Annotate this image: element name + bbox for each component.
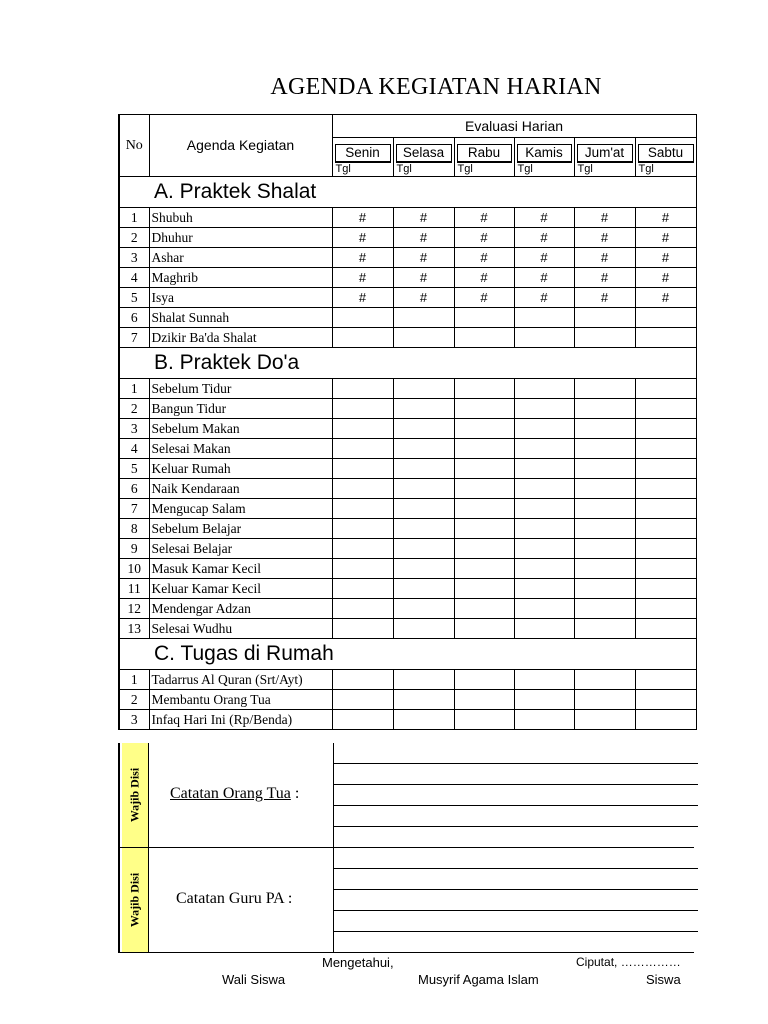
evaluation-cell[interactable] — [332, 459, 393, 479]
evaluation-cell[interactable] — [332, 710, 393, 730]
evaluation-cell[interactable] — [514, 479, 574, 499]
activity-name: Maghrib — [149, 268, 332, 288]
evaluation-cell[interactable] — [393, 559, 454, 579]
evaluation-cell[interactable]: # — [332, 208, 393, 228]
evaluation-cell[interactable] — [514, 559, 574, 579]
evaluation-cell[interactable] — [454, 499, 514, 519]
table-row — [119, 248, 696, 268]
evaluation-cell[interactable] — [454, 710, 514, 730]
evaluation-cell[interactable] — [332, 690, 393, 710]
evaluation-cell[interactable]: # — [635, 248, 696, 268]
evaluation-cell[interactable] — [635, 459, 696, 479]
evaluation-cell[interactable] — [574, 690, 635, 710]
tgl-field[interactable]: Tgl — [638, 162, 694, 176]
day-header-cell — [514, 138, 574, 177]
evaluation-cell[interactable] — [514, 579, 574, 599]
table-row — [119, 519, 696, 539]
activity-name: Naik Kendaraan — [149, 479, 332, 499]
activity-name: Sebelum Tidur — [149, 379, 332, 399]
activity-name: Masuk Kamar Kecil — [149, 559, 332, 579]
evaluation-cell[interactable]: # — [332, 228, 393, 248]
evaluation-cell[interactable] — [514, 710, 574, 730]
evaluation-cell[interactable] — [393, 328, 454, 348]
evaluation-cell[interactable] — [635, 710, 696, 730]
activity-name: Shalat Sunnah — [149, 308, 332, 328]
evaluation-cell[interactable] — [635, 519, 696, 539]
evaluation-cell[interactable] — [332, 559, 393, 579]
row-number: 5 — [119, 459, 149, 479]
evaluation-cell[interactable]: # — [393, 248, 454, 268]
row-number: 4 — [119, 268, 149, 288]
evaluation-cell[interactable] — [574, 379, 635, 399]
activity-name: Selesai Makan — [149, 439, 332, 459]
evaluation-cell[interactable] — [514, 459, 574, 479]
evaluation-cell[interactable] — [635, 539, 696, 559]
section-title: B. Praktek Do'a — [119, 348, 696, 379]
evaluation-cell[interactable] — [574, 670, 635, 690]
activity-name: Mengucap Salam — [149, 499, 332, 519]
evaluation-cell[interactable]: # — [332, 288, 393, 308]
note-label: Catatan Guru PA : — [176, 890, 293, 907]
activity-name: Sebelum Makan — [149, 419, 332, 439]
row-number: 9 — [119, 539, 149, 559]
day-name: Jum'at — [577, 144, 633, 162]
activity-name: Tadarrus Al Quran (Srt/Ayt) — [149, 670, 332, 690]
note-lines[interactable] — [333, 743, 698, 847]
evaluation-cell[interactable]: # — [574, 208, 635, 228]
evaluation-cell[interactable] — [332, 670, 393, 690]
evaluation-cell[interactable] — [635, 308, 696, 328]
row-number: 11 — [119, 579, 149, 599]
day-name: Rabu — [457, 144, 512, 162]
evaluation-cell[interactable]: # — [332, 248, 393, 268]
evaluation-cell[interactable] — [635, 439, 696, 459]
day-header-cell — [332, 138, 393, 177]
evaluation-cell[interactable] — [454, 479, 514, 499]
evaluation-cell[interactable] — [514, 499, 574, 519]
table-row — [119, 419, 696, 439]
table-row — [119, 579, 696, 599]
tgl-field[interactable]: Tgl — [396, 162, 452, 176]
evaluation-cell[interactable] — [514, 419, 574, 439]
activity-name: Keluar Rumah — [149, 459, 332, 479]
section-header-row — [119, 348, 696, 379]
table-row — [119, 399, 696, 419]
evaluation-cell[interactable] — [332, 399, 393, 419]
evaluation-cell[interactable] — [635, 599, 696, 619]
evaluation-cell[interactable] — [514, 439, 574, 459]
evaluation-cell[interactable] — [635, 559, 696, 579]
section-header-row — [119, 177, 696, 208]
row-number: 3 — [119, 710, 149, 730]
evaluation-cell[interactable]: # — [454, 288, 514, 308]
evaluation-cell[interactable]: # — [393, 288, 454, 308]
evaluation-cell[interactable]: # — [514, 268, 574, 288]
table-row — [119, 228, 696, 248]
evaluation-cell[interactable]: # — [635, 208, 696, 228]
evaluation-cell[interactable] — [393, 379, 454, 399]
evaluation-cell[interactable] — [393, 539, 454, 559]
table-row — [119, 208, 696, 228]
evaluation-cell[interactable] — [574, 328, 635, 348]
wajib-disi-label: Wajib Disi — [122, 848, 149, 952]
activity-name: Bangun Tidur — [149, 399, 332, 419]
evaluation-cell[interactable] — [574, 579, 635, 599]
evaluation-cell[interactable] — [635, 379, 696, 399]
evaluation-cell[interactable] — [393, 579, 454, 599]
evaluation-cell[interactable]: # — [514, 288, 574, 308]
note-orang-tua — [118, 743, 694, 848]
evaluation-cell[interactable]: # — [574, 268, 635, 288]
notes-area — [118, 743, 694, 953]
table-row — [119, 328, 696, 348]
evaluation-cell[interactable] — [332, 579, 393, 599]
evaluation-cell[interactable] — [635, 419, 696, 439]
evaluation-cell[interactable] — [574, 599, 635, 619]
activity-name: Shubuh — [149, 208, 332, 228]
section-title: A. Praktek Shalat — [119, 177, 696, 208]
evaluation-cell[interactable]: # — [454, 228, 514, 248]
evaluation-cell[interactable] — [393, 690, 454, 710]
evaluation-cell[interactable] — [574, 399, 635, 419]
evaluation-cell[interactable] — [635, 399, 696, 419]
evaluation-cell[interactable] — [454, 619, 514, 639]
tgl-field[interactable]: Tgl — [517, 162, 572, 176]
day-name: Selasa — [396, 144, 452, 162]
evaluation-cell[interactable]: # — [514, 208, 574, 228]
mengetahui-text: Mengetahui, — [322, 955, 394, 970]
evaluation-cell[interactable] — [514, 670, 574, 690]
evaluation-cell[interactable] — [514, 519, 574, 539]
row-number: 1 — [119, 208, 149, 228]
evaluation-cell[interactable] — [574, 559, 635, 579]
evaluation-cell[interactable] — [332, 619, 393, 639]
evaluation-cell[interactable] — [574, 419, 635, 439]
note-guru-pa — [118, 848, 694, 953]
row-number: 12 — [119, 599, 149, 619]
evaluation-cell[interactable] — [574, 479, 635, 499]
evaluation-cell[interactable] — [454, 579, 514, 599]
day-header-cell — [635, 138, 696, 177]
day-name: Kamis — [517, 144, 572, 162]
activity-name: Keluar Kamar Kecil — [149, 579, 332, 599]
wajib-disi-label: Wajib Disi — [122, 743, 149, 847]
evaluation-cell[interactable] — [514, 379, 574, 399]
evaluation-cell[interactable] — [393, 670, 454, 690]
evaluation-cell[interactable] — [514, 539, 574, 559]
evaluation-cell[interactable]: # — [514, 248, 574, 268]
evaluation-cell[interactable]: # — [635, 268, 696, 288]
evaluation-cell[interactable] — [332, 479, 393, 499]
evaluation-cell[interactable] — [454, 308, 514, 328]
row-number: 1 — [119, 670, 149, 690]
evaluation-cell[interactable]: # — [574, 228, 635, 248]
activity-name: Sebelum Belajar — [149, 519, 332, 539]
row-number: 5 — [119, 288, 149, 308]
table-row — [119, 308, 696, 328]
table-row — [119, 599, 696, 619]
evaluation-cell[interactable]: # — [332, 268, 393, 288]
evaluation-cell[interactable] — [393, 308, 454, 328]
evaluation-cell[interactable] — [635, 579, 696, 599]
evaluation-cell[interactable] — [393, 399, 454, 419]
evaluation-cell[interactable] — [454, 670, 514, 690]
table-row — [119, 559, 696, 579]
activity-name: Membantu Orang Tua — [149, 690, 332, 710]
evaluation-cell[interactable] — [454, 559, 514, 579]
evaluation-cell[interactable] — [635, 619, 696, 639]
evaluation-cell[interactable] — [574, 459, 635, 479]
evaluation-cell[interactable]: # — [635, 288, 696, 308]
evaluation-cell[interactable] — [454, 690, 514, 710]
evaluation-cell[interactable] — [393, 479, 454, 499]
evaluation-cell[interactable] — [393, 519, 454, 539]
row-number: 3 — [119, 419, 149, 439]
evaluation-cell[interactable] — [393, 599, 454, 619]
evaluation-cell[interactable] — [332, 539, 393, 559]
table-row — [119, 710, 696, 730]
row-number: 6 — [119, 308, 149, 328]
evaluation-cell[interactable]: # — [393, 228, 454, 248]
table-row — [119, 499, 696, 519]
evaluation-cell[interactable] — [454, 519, 514, 539]
evaluation-cell[interactable] — [332, 519, 393, 539]
row-number: 2 — [119, 399, 149, 419]
evaluation-cell[interactable] — [574, 619, 635, 639]
evaluation-cell[interactable] — [393, 619, 454, 639]
row-number: 10 — [119, 559, 149, 579]
row-number: 2 — [119, 228, 149, 248]
evaluation-cell[interactable] — [514, 308, 574, 328]
evaluation-cell[interactable] — [574, 539, 635, 559]
evaluation-cell[interactable] — [574, 710, 635, 730]
evaluation-cell[interactable] — [332, 439, 393, 459]
table-row — [119, 539, 696, 559]
evaluation-cell[interactable] — [514, 690, 574, 710]
note-lines[interactable] — [333, 848, 698, 952]
table-row — [119, 479, 696, 499]
table-row — [119, 690, 696, 710]
activity-name: Isya — [149, 288, 332, 308]
table-row — [119, 439, 696, 459]
wali-siswa-label: Wali Siswa — [222, 972, 286, 987]
evaluation-cell[interactable] — [332, 419, 393, 439]
evaluation-cell[interactable] — [514, 399, 574, 419]
evaluation-cell[interactable] — [635, 670, 696, 690]
evaluation-cell[interactable]: # — [635, 228, 696, 248]
activity-name: Ashar — [149, 248, 332, 268]
page-title: AGENDA KEGIATAN HARIAN — [270, 74, 602, 100]
evaluation-cell[interactable] — [332, 499, 393, 519]
evaluation-cell[interactable] — [393, 459, 454, 479]
evaluation-cell[interactable] — [514, 328, 574, 348]
row-number: 6 — [119, 479, 149, 499]
agenda-table-container — [118, 114, 694, 730]
evaluation-cell[interactable] — [393, 499, 454, 519]
activity-name: Dhuhur — [149, 228, 332, 248]
agenda-table — [118, 114, 697, 730]
evaluation-cell[interactable] — [514, 619, 574, 639]
evaluation-cell[interactable] — [454, 419, 514, 439]
evaluation-cell[interactable]: # — [393, 208, 454, 228]
evaluation-cell[interactable]: # — [454, 248, 514, 268]
evaluasi-header: Evaluasi Harian — [332, 115, 696, 138]
musyrif-label: Musyrif Agama Islam — [418, 972, 539, 987]
table-row — [119, 670, 696, 690]
activity-name: Selesai Wudhu — [149, 619, 332, 639]
evaluation-cell[interactable] — [635, 328, 696, 348]
no-header: No — [119, 115, 149, 177]
evaluation-cell[interactable] — [454, 439, 514, 459]
activity-name: Dzikir Ba'da Shalat — [149, 328, 332, 348]
section-title: C. Tugas di Rumah — [119, 639, 696, 670]
note-label: Catatan Orang Tua : — [170, 785, 300, 802]
evaluation-cell[interactable] — [635, 690, 696, 710]
evaluation-cell[interactable]: # — [454, 208, 514, 228]
day-name: Sabtu — [638, 144, 694, 162]
evaluation-cell[interactable] — [574, 519, 635, 539]
evaluation-cell[interactable]: # — [574, 248, 635, 268]
evaluation-cell[interactable] — [332, 379, 393, 399]
table-row — [119, 268, 696, 288]
evaluation-cell[interactable] — [574, 499, 635, 519]
tgl-field[interactable]: Tgl — [577, 162, 633, 176]
header-row-top — [119, 115, 696, 138]
evaluation-cell[interactable] — [393, 710, 454, 730]
activity-name: Mendengar Adzan — [149, 599, 332, 619]
day-header-cell — [454, 138, 514, 177]
row-number: 8 — [119, 519, 149, 539]
row-number: 7 — [119, 499, 149, 519]
row-number: 4 — [119, 439, 149, 459]
evaluation-cell[interactable] — [454, 539, 514, 559]
evaluation-cell[interactable] — [454, 599, 514, 619]
evaluation-cell[interactable] — [393, 439, 454, 459]
agenda-header: Agenda Kegiatan — [149, 115, 332, 177]
activity-name: Selesai Belajar — [149, 539, 332, 559]
evaluation-cell[interactable] — [635, 499, 696, 519]
section-header-row — [119, 639, 696, 670]
evaluation-cell[interactable]: # — [574, 288, 635, 308]
evaluation-cell[interactable]: # — [514, 228, 574, 248]
row-number: 13 — [119, 619, 149, 639]
day-name: Senin — [335, 144, 391, 162]
evaluation-cell[interactable] — [332, 308, 393, 328]
evaluation-cell[interactable] — [635, 479, 696, 499]
table-row — [119, 288, 696, 308]
evaluation-cell[interactable]: # — [454, 268, 514, 288]
evaluation-cell[interactable] — [514, 599, 574, 619]
table-row — [119, 459, 696, 479]
evaluation-cell[interactable] — [454, 459, 514, 479]
evaluation-cell[interactable] — [574, 439, 635, 459]
table-row — [119, 619, 696, 639]
row-number: 7 — [119, 328, 149, 348]
tgl-field[interactable]: Tgl — [457, 162, 512, 176]
evaluation-cell[interactable] — [454, 328, 514, 348]
evaluation-cell[interactable] — [332, 328, 393, 348]
evaluation-cell[interactable] — [454, 399, 514, 419]
activity-name: Infaq Hari Ini (Rp/Benda) — [149, 710, 332, 730]
evaluation-cell[interactable]: # — [393, 268, 454, 288]
row-number: 1 — [119, 379, 149, 399]
day-header-cell — [574, 138, 635, 177]
evaluation-cell[interactable] — [454, 379, 514, 399]
row-number: 3 — [119, 248, 149, 268]
evaluation-cell[interactable] — [574, 308, 635, 328]
siswa-label: Siswa — [646, 972, 681, 987]
ciputat-date: Ciputat, …………… — [576, 955, 681, 969]
evaluation-cell[interactable] — [393, 419, 454, 439]
evaluation-cell[interactable] — [332, 599, 393, 619]
tgl-field[interactable]: Tgl — [335, 162, 391, 176]
day-header-cell — [393, 138, 454, 177]
table-row — [119, 379, 696, 399]
row-number: 2 — [119, 690, 149, 710]
